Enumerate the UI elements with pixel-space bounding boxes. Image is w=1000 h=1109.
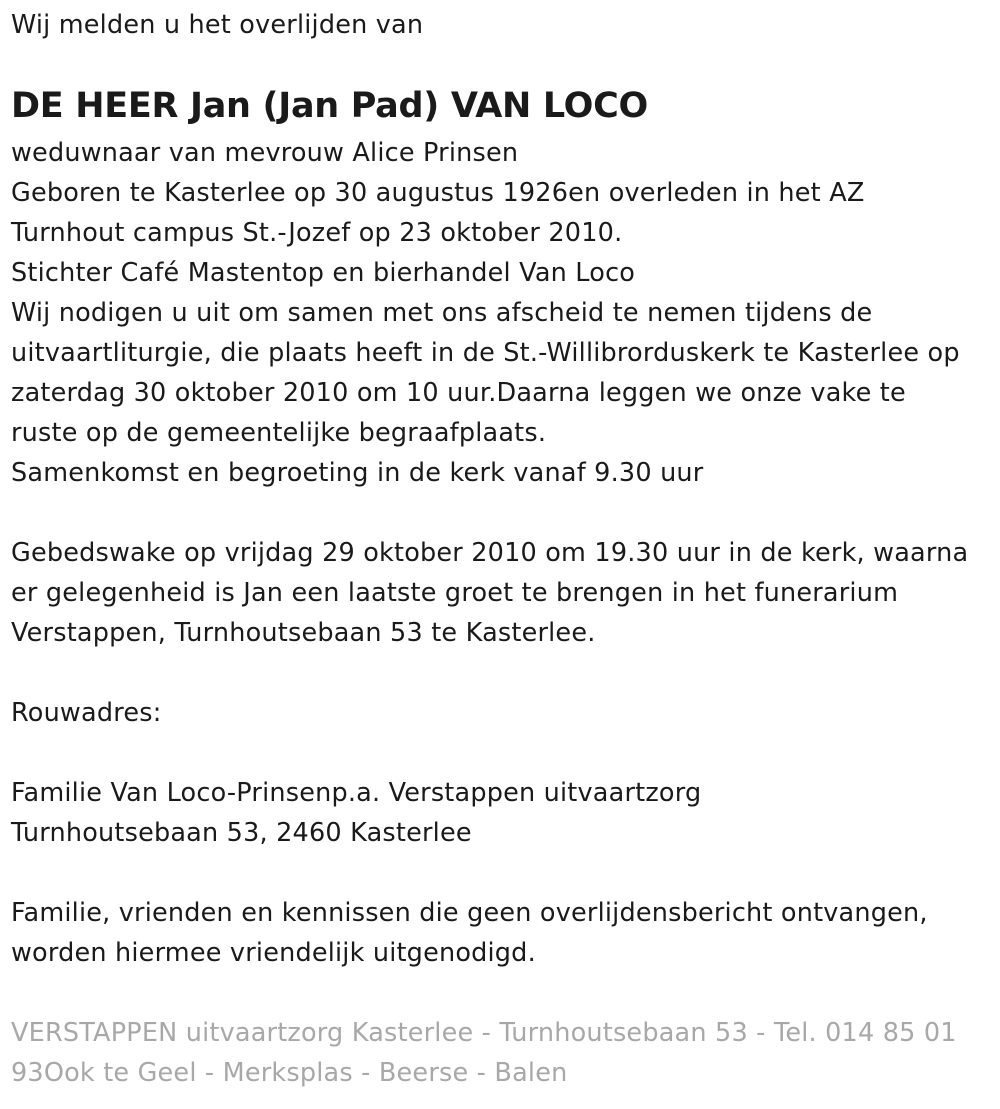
notice-line: zaterdag 30 oktober 2010 om 10 uur.Daarna leggen we onze vake te: [11, 378, 906, 408]
notice-body: [11, 133, 996, 1093]
address-label: Rouwadres:: [11, 698, 162, 728]
footer-line: 93Ook te Geel - Merksplas - Beerse - Balen: [11, 1058, 568, 1088]
notice-line: uitvaartliturgie, die plaats heeft in de St.-Willibrorduskerk te Kasterlee op: [11, 338, 960, 368]
wake-line: Gebedswake op vrijdag 29 oktober 2010 om 19.30 uur in de kerk, waarna: [11, 538, 969, 568]
address-line: Familie Van Loco-Prinsenp.a. Verstappen uitvaartzorg: [11, 778, 702, 808]
notice-line: Geboren te Kasterlee op 30 augustus 1926en overleden in het AZ: [11, 178, 865, 208]
notice-line: weduwnaar van mevrouw Alice Prinsen: [11, 138, 519, 168]
invitation-line: worden hiermee vriendelijk uitgenodigd.: [11, 938, 536, 968]
spacer: [11, 493, 996, 533]
spacer: [11, 853, 996, 893]
deceased-name: DE HEER Jan (Jan Pad) VAN LOCO: [11, 86, 648, 126]
notice-line: Samenkomst en begroeting in de kerk vanaf 9.30 uur: [11, 458, 704, 488]
intro-text: Wij melden u het overlijden van: [11, 10, 424, 40]
wake-line: er gelegenheid is Jan een laatste groet te brengen in het funerarium: [11, 578, 899, 608]
notice-line: Wij nodigen u uit om samen met ons afscheid te nemen tijdens de: [11, 298, 873, 328]
spacer: [11, 973, 996, 1013]
spacer: [11, 653, 996, 693]
wake-line: Verstappen, Turnhoutsebaan 53 te Kasterlee.: [11, 618, 596, 648]
footer-line: VERSTAPPEN uitvaartzorg Kasterlee - Turnhoutsebaan 53 - Tel. 014 85 01: [11, 1018, 957, 1048]
spacer: [11, 733, 996, 773]
invitation-line: Familie, vrienden en kennissen die geen overlijdensbericht ontvangen,: [11, 898, 928, 928]
address-line: Turnhoutsebaan 53, 2460 Kasterlee: [11, 818, 472, 848]
notice-line: Stichter Café Mastentop en bierhandel Van Loco: [11, 258, 636, 288]
notice-line: ruste op de gemeentelijke begraafplaats.: [11, 418, 547, 448]
notice-line: Turnhout campus St.-Jozef op 23 oktober 2010.: [11, 218, 623, 248]
